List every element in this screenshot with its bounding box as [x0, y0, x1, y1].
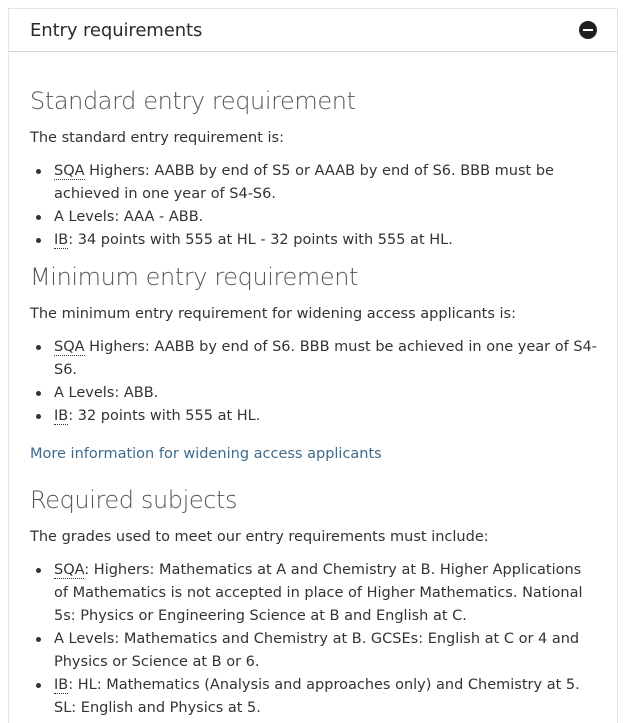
ib-abbr[interactable]: IB [54, 408, 69, 424]
sqa-abbr[interactable]: SQA [54, 339, 85, 355]
list-item-text: A Levels: ABB. [54, 385, 159, 401]
list-item [30, 160, 597, 206]
sqa-abbr[interactable]: SQA [54, 562, 85, 578]
required-subjects-list [30, 559, 597, 720]
list-item [30, 559, 597, 628]
ib-abbr[interactable]: IB [54, 232, 69, 248]
list-item-text: : HL: Mathematics (Analysis and approaches only) and Chemistry at 5. SL: English and Physics at 5. [54, 677, 580, 716]
list-item [30, 206, 597, 229]
minimum-entry-heading: Minimum entry requirement [30, 263, 359, 291]
accordion-title: Entry requirements [30, 19, 203, 41]
widening-access-link[interactable]: More information for widening access applicants [30, 446, 382, 462]
list-item [30, 628, 597, 674]
required-subjects-intro: The grades used to meet our entry requirements must include: [30, 529, 489, 545]
list-item [30, 674, 597, 720]
list-item-text: : 34 points with 555 at HL - 32 points with 555 at HL. [68, 232, 453, 248]
list-item-text: A Levels: Mathematics and Chemistry at B. GCSEs: English at C or 4 and Physics or Science at B or 6. [54, 631, 580, 670]
accordion-body [9, 52, 617, 720]
entry-requirements-panel [8, 8, 618, 723]
list-item-text: : 32 points with 555 at HL. [68, 408, 261, 424]
list-item [30, 405, 597, 428]
list-item [30, 336, 597, 382]
list-item [30, 382, 597, 405]
list-item-text: Highers: AABB by end of S6. BBB must be achieved in one year of S4-S6. [54, 339, 597, 378]
spacer [30, 252, 597, 263]
ib-abbr[interactable]: IB [54, 677, 69, 693]
minimum-entry-list [30, 336, 597, 428]
required-subjects-heading: Required subjects [30, 486, 238, 514]
minimum-entry-intro: The minimum entry requirement for widening access applicants is: [30, 306, 516, 322]
standard-entry-intro: The standard entry requirement is: [30, 130, 284, 146]
accordion-header[interactable] [9, 8, 617, 52]
standard-entry-list [30, 160, 597, 252]
list-item [30, 229, 597, 252]
sqa-abbr[interactable]: SQA [54, 163, 85, 179]
list-item-text: A Levels: AAA - ABB. [54, 209, 204, 225]
minus-circle-icon[interactable] [579, 21, 597, 39]
list-item-text: Highers: AABB by end of S5 or AAAB by end of S6. BBB must be achieved in one year of S4-S6. [54, 163, 554, 202]
standard-entry-heading: Standard entry requirement [30, 87, 356, 115]
list-item-text: : Highers: Mathematics at A and Chemistry at B. Higher Applications of Mathematics is not accepted in place of Higher Mathematics. National 5s: Physics or Engineering Science at B and English at C. [54, 562, 583, 624]
